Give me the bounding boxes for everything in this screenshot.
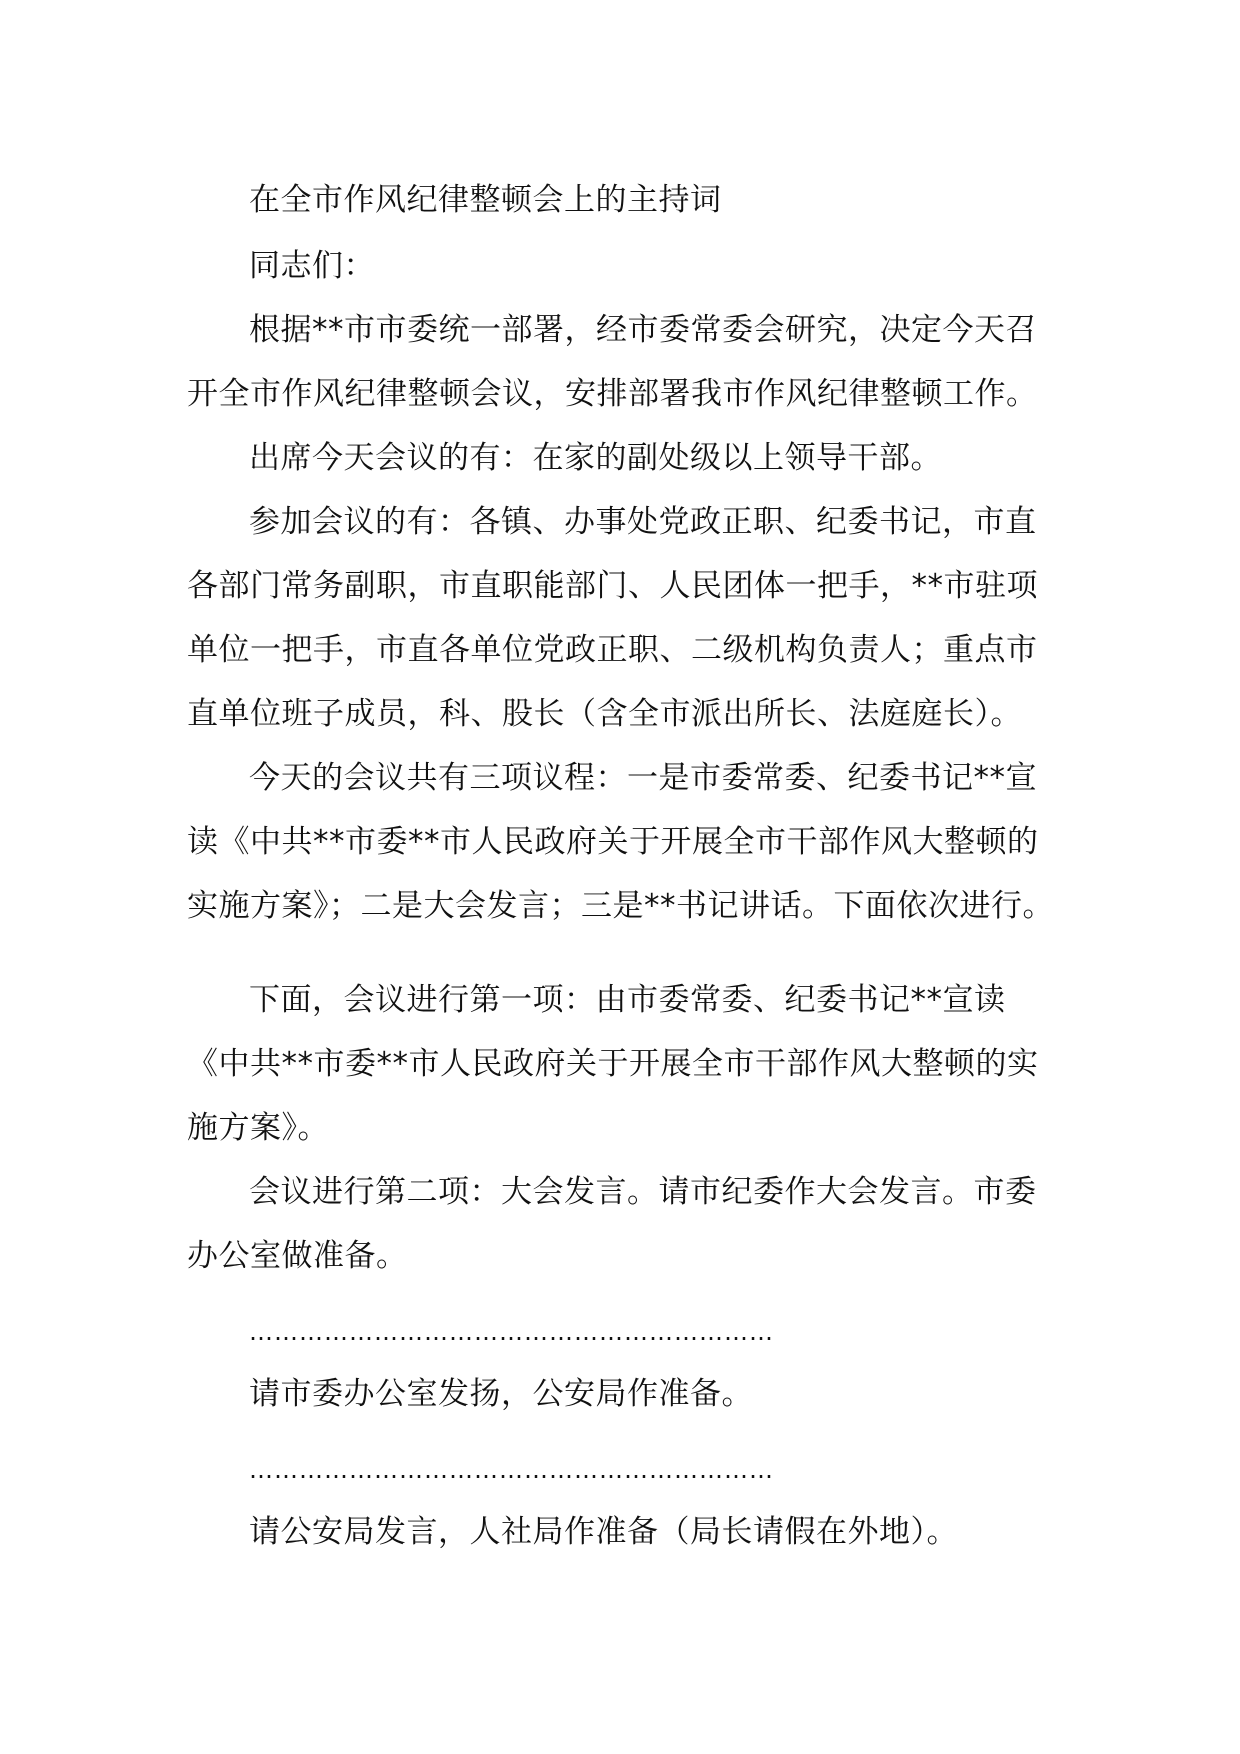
document-title: 在全市作风纪律整顿会上的主持词 — [249, 182, 722, 218]
paragraph-office-speech: 请市委办公室发扬，公安局作准备。 — [249, 1376, 753, 1412]
paragraph-police-speech: 请公安局发言，人社局作准备（局长请假在外地）。 — [249, 1514, 958, 1550]
paragraph-participants: 参加会议的有：各镇、办事处党政正职、纪委书记，市直各部门常务副职，市直职能部门、人民团体一把手，**市驻项单位一把手，市直各单位党政正职、二级机构负责人；重点市直单位班子成员，科、股长（含全市派出所长、法庭庭长）。 — [187, 504, 1038, 732]
salutation: 同志们： — [249, 248, 375, 284]
paragraph-deployment: 根据**市市委统一部署，经市委常委会研究，决定今天召开全市作风纪律整顿会议，安排部署我市作风纪律整顿工作。 — [187, 312, 1038, 412]
ellipsis-divider: ……………………………………………………… — [249, 1456, 774, 1484]
paragraph-item-one: 下面，会议进行第一项：由市委常委、纪委书记**宣读《中共**市委**市人民政府关于开展全市干部作风大整顿的实施方案》。 — [187, 982, 1039, 1146]
paragraph-attendees-leaders: 出席今天会议的有：在家的副处级以上领导干部。 — [249, 440, 942, 476]
ellipsis-divider: ……………………………………………………… — [249, 1318, 774, 1346]
document-body — [187, 168, 1055, 1564]
paragraph-agenda: 今天的会议共有三项议程：一是市委常委、纪委书记**宣读《中共**市委**市人民政府关于开展全市干部作风大整顿的实施方案》；二是大会发言；三是**书记讲话。下面依次进行。 — [187, 760, 1054, 924]
paragraph-item-two: 会议进行第二项：大会发言。请市纪委作大会发言。市委办公室做准备。 — [187, 1174, 1037, 1274]
